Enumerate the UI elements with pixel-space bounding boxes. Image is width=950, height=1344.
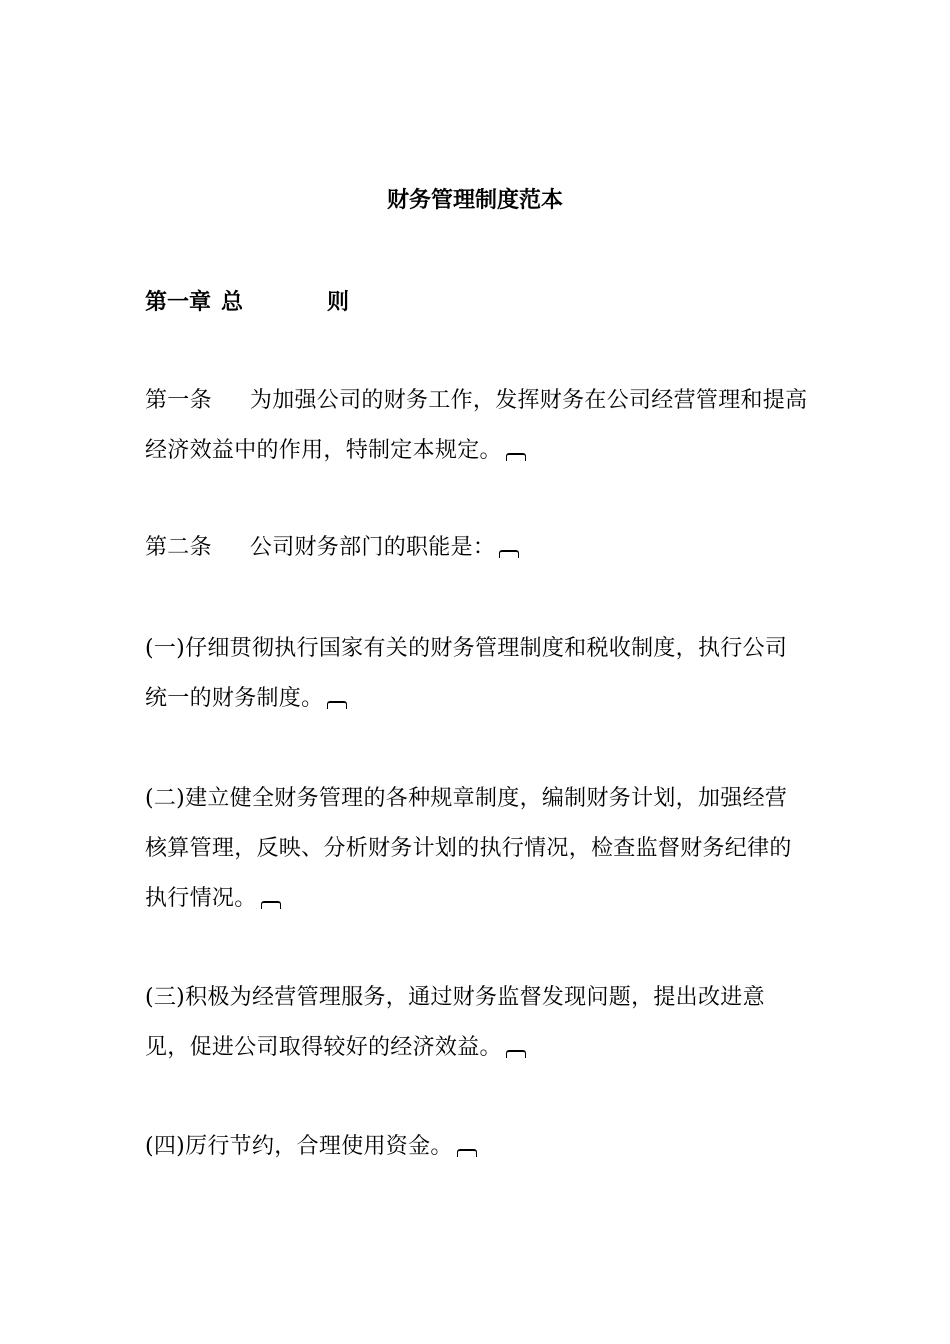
paragraph-mark-icon — [457, 1149, 477, 1157]
item-text: (一)仔细贯彻执行国家有关的财务管理制度和税收制度，执行公司统一的财务制度。 — [145, 636, 788, 711]
paragraph-mark-icon — [506, 1050, 526, 1058]
article-2 — [145, 523, 809, 573]
list-item-3 — [145, 973, 809, 1073]
article-text: 公司财务部门的职能是： — [249, 535, 496, 560]
chapter-heading — [145, 287, 349, 317]
item-text: (四)厉行节约，合理使用资金。 — [145, 1134, 453, 1159]
list-item-1 — [145, 624, 809, 724]
article-1 — [145, 376, 809, 476]
chapter-name-part1: 总 — [221, 289, 244, 315]
paragraph-mark-icon — [327, 701, 347, 709]
paragraph-mark-icon — [261, 901, 281, 909]
paragraph-mark-icon — [499, 550, 519, 558]
list-item-4 — [145, 1122, 809, 1172]
article-number: 第一条 — [145, 388, 212, 413]
article-number: 第二条 — [145, 535, 212, 560]
item-text: (二)建立健全财务管理的各种规章制度，编制财务计划，加强经营核算管理，反映、分析财务计划的执行情况，检查监督财务纪律的执行情况。 — [145, 786, 792, 911]
item-text: (三)积极为经营管理服务，通过财务监督发现问题，提出改进意见，促进公司取得较好的经济效益。 — [145, 985, 765, 1060]
chapter-number: 第一章 — [145, 289, 212, 315]
paragraph-mark-icon — [506, 453, 526, 461]
article-text: 为加强公司的财务工作，发挥财务在公司经营管理和提高经济效益中的作用，特制定本规定。 — [145, 388, 808, 463]
document-title: 财务管理制度范本 — [386, 187, 563, 213]
chapter-name-part2: 则 — [327, 289, 350, 315]
list-item-2 — [145, 774, 809, 924]
